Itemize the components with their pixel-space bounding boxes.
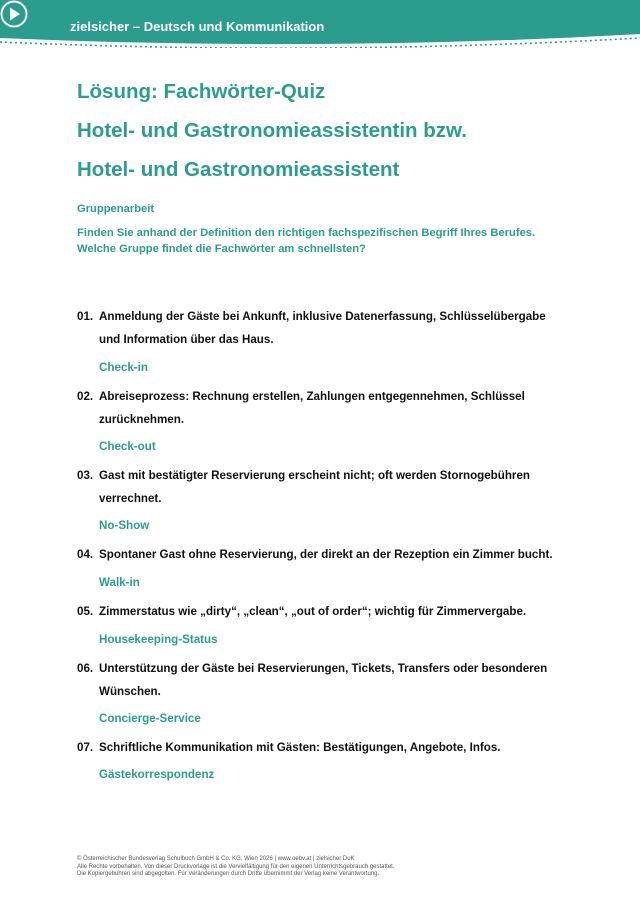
answer: Gästekorrespondenz bbox=[99, 768, 215, 781]
question-number: 01. bbox=[77, 310, 94, 323]
answer: Walk-in bbox=[99, 576, 140, 589]
question-text: Unterstützung der Gäste bei Reservierungen, Tickets, Transfers oder besonderen bbox=[99, 662, 548, 675]
question-text: Spontaner Gast ohne Reservierung, der direkt an der Rezeption ein Zimmer bucht. bbox=[99, 548, 553, 561]
footer-line: Alle Rechte vorbehalten. Von dieser Druckvorlage ist die Vervielfältigung für den eigenen Unterrichtsgebrauch gestattet. bbox=[77, 863, 395, 870]
question-item bbox=[77, 464, 577, 510]
instruction-line: Welche Gruppe findet die Fachwörter am schnellsten? bbox=[77, 243, 366, 255]
question-number: 07. bbox=[77, 741, 94, 754]
question-number: 06. bbox=[77, 662, 94, 675]
question-text: zurücknehmen. bbox=[99, 413, 185, 426]
instructions bbox=[77, 225, 617, 257]
subheading: Gruppenarbeit bbox=[77, 203, 155, 215]
question-text: Abreiseprozess: Rechnung erstellen, Zahlungen entgegennehmen, Schlüssel bbox=[99, 390, 525, 403]
question-text: und Information über das Haus. bbox=[99, 333, 274, 346]
question-item bbox=[77, 385, 577, 431]
page-title-line3: Hotel- und Gastronomieassistent bbox=[77, 158, 400, 181]
question-number: 05. bbox=[77, 605, 94, 618]
question-item bbox=[77, 736, 577, 759]
question-item bbox=[77, 600, 577, 623]
play-icon bbox=[0, 0, 28, 28]
header-banner bbox=[0, 0, 640, 48]
question-number: 02. bbox=[77, 390, 94, 403]
question-number: 03. bbox=[77, 469, 94, 482]
question-item bbox=[77, 543, 577, 566]
question-text: verrechnet. bbox=[99, 492, 162, 505]
question-item bbox=[77, 305, 577, 351]
question-text: Anmeldung der Gäste bei Ankunft, inklusive Datenerfassung, Schlüsselübergabe bbox=[99, 310, 546, 323]
title-block bbox=[77, 80, 617, 197]
answer: Concierge-Service bbox=[99, 712, 201, 725]
brand-name: zielsicher – Deutsch und Kommunikation bbox=[70, 19, 325, 34]
answer: Check-in bbox=[99, 361, 148, 374]
answer: No-Show bbox=[99, 519, 150, 532]
question-number: 04. bbox=[77, 548, 94, 561]
answer: Housekeeping-Status bbox=[99, 633, 218, 646]
question-text: Gast mit bestätigter Reservierung erscheint nicht; oft werden Stornogebühren bbox=[99, 469, 530, 482]
question-item bbox=[77, 657, 577, 703]
page-title: Lösung: Fachwörter-Quiz bbox=[77, 80, 326, 103]
copyright-footer bbox=[77, 856, 597, 879]
instruction-line: Finden Sie anhand der Definition den richtigen fachspezifischen Begriff Ihres Berufes. bbox=[77, 227, 536, 239]
answer: Check-out bbox=[99, 440, 156, 453]
footer-line: © Österreichischer Bundesverlag Schulbuch GmbH & Co. KG, Wien 2026 | www.oebv.at | zielsicher DuK bbox=[77, 856, 355, 862]
footer-line: Die Kopiergebühren sind abgegolten. Für Veränderungen durch Dritte übernimmt der Verlag keine Verantwortung. bbox=[77, 871, 380, 877]
question-text: Wünschen. bbox=[99, 685, 161, 698]
question-text: Schriftliche Kommunikation mit Gästen: Bestätigungen, Angebote, Infos. bbox=[99, 741, 501, 754]
page-title-line2: Hotel- und Gastronomieassistentin bzw. bbox=[77, 119, 467, 142]
question-text: Zimmerstatus wie „dirty“, „clean“, „out of order“; wichtig für Zimmervergabe. bbox=[99, 605, 527, 618]
